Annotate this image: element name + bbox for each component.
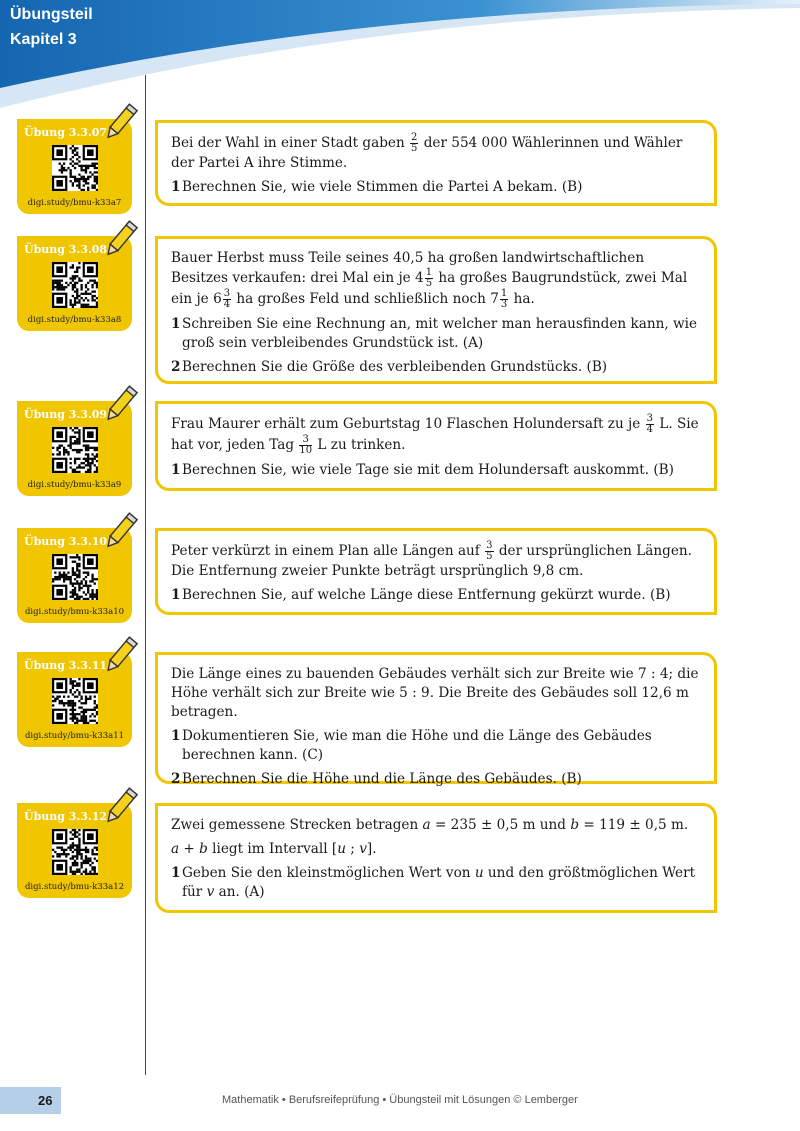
exercise-box-3310 [155,528,717,615]
exercise-box-3307 [155,120,717,206]
pencil-icon [103,218,139,260]
exercise-label: Übung 3.3.12 [24,810,108,823]
pencil-icon [103,510,139,552]
exercise-label: Übung 3.3.10 [24,535,108,548]
exercise-box-3311 [155,652,717,787]
exercise-text: Peter verkürzt in einem Plan alle Längen auf $\frac{3}{5}$ der ursprünglichen Längen. Die Entfernung zweier Punkte beträgt ursprünglich 9,8 cm. [171,540,692,579]
task-item: 1 Berechnen Sie, auf welche Länge diese Entfernung gekürzt wurde. (B) [171,587,671,603]
exercise-text: Bei der Wahl in einer Stadt gaben $\frac{2}{5}$ der 554 000 Wählerinnen und Wähler der Partei A ihre Stimme. [171,132,683,171]
task-item: 1 Berechnen Sie, wie viele Stimmen die Partei A bekam. (B) [171,179,583,195]
pencil-icon [103,634,139,676]
exercise-link[interactable]: digi.study/bmu-k33a8 [27,315,122,325]
exercise-label: Übung 3.3.07 [24,126,108,139]
header-title-line1: Übungsteil [10,6,93,23]
pencil-icon [103,101,139,143]
exercise-box-3309 [155,401,717,491]
qr-code-icon[interactable] [52,262,98,308]
exercise-label: Übung 3.3.11 [24,659,108,672]
header-band [0,0,800,110]
exercise-link[interactable]: digi.study/bmu-k33a7 [27,198,122,208]
qr-code-icon[interactable] [52,829,98,875]
qr-code-icon[interactable] [52,427,98,473]
exercise-text: Bauer Herbst muss Teile seines 40,5 ha großen landwirtschaftlichen Besitzes verkaufen: drei Mal ein je 4 $\frac{1}{5}$ ha großes Baugrundstück, zwei Mal ein je 6 $\frac{3}{4}$ ha großes Feld und schließlich noch 7 $\frac{1}{3}$ ha. [171,250,688,310]
exercise-text: Die Länge eines zu bauenden Gebäudes verhält sich zur Breite wie 7 : 4; die Höhe verhält sich zur Breite wie 5 : 9. Die Breite des Gebäudes soll 12,6 m betragen. [171,666,699,720]
exercise-box-3308 [155,236,717,384]
task-item: 2 Berechnen Sie die Höhe und die Länge des Gebäudes. (B) [171,771,582,787]
task-item: 1 Berechnen Sie, wie viele Tage sie mit dem Holundersaft auskommt. (B) [171,462,674,478]
fraction: $\frac{2}{5}$ [411,132,418,154]
task-item: 2 Berechnen Sie die Größe des verbleibenden Grundstücks. (B) [171,359,608,375]
footer-text: Mathematik • Berufsreifeprüfung • Übungsteil mit Lösungen © Lemberger [222,1094,578,1106]
exercise-link[interactable]: digi.study/bmu-k33a11 [24,731,125,741]
exercise-text: Zwei gemessene Strecken betragen a = 235 ± 0,5 m und b = 119 ± 0,5 m. [171,817,689,833]
margin-divider [145,75,146,1075]
pencil-icon [103,383,139,425]
task-item: 1 Geben Sie den kleinstmöglichen Wert von u und den größtmöglichen Wert für v an. (A) [171,865,696,900]
exercise-label: Übung 3.3.09 [24,408,108,421]
exercise-text: Frau Maurer erhält zum Geburtstag 10 Flaschen Holundersaft zu je $\frac{3}{4}$ L. Sie hat vor, jeden Tag $\frac{3}{10}$ L zu trinken. [171,413,699,456]
exercise-text-interval: a + b liegt im Intervall [u ; v]. [171,841,377,857]
task-item: 1 Dokumentieren Sie, wie man die Höhe und die Länge des Gebäudes berechnen kann. (C) [171,728,652,763]
qr-code-icon[interactable] [52,145,98,191]
pencil-icon [103,785,139,827]
exercise-box-3312 [155,803,717,913]
task-item: 1 Schreiben Sie eine Rechnung an, mit welcher man herausfinden kann, wie groß sein verbleibendes Grundstück ist. (A) [171,316,698,351]
page-header [0,0,800,110]
exercise-link[interactable]: digi.study/bmu-k33a9 [27,480,122,490]
exercise-link[interactable]: digi.study/bmu-k33a12 [24,882,125,892]
exercise-label: Übung 3.3.08 [24,243,108,256]
header-title-line2: Kapitel 3 [10,31,77,48]
qr-code-icon[interactable] [52,554,98,600]
exercise-link[interactable]: digi.study/bmu-k33a10 [24,607,125,617]
qr-code-icon[interactable] [52,678,98,724]
page-number: 26 [38,1093,53,1108]
page-number-tab [0,1087,61,1114]
